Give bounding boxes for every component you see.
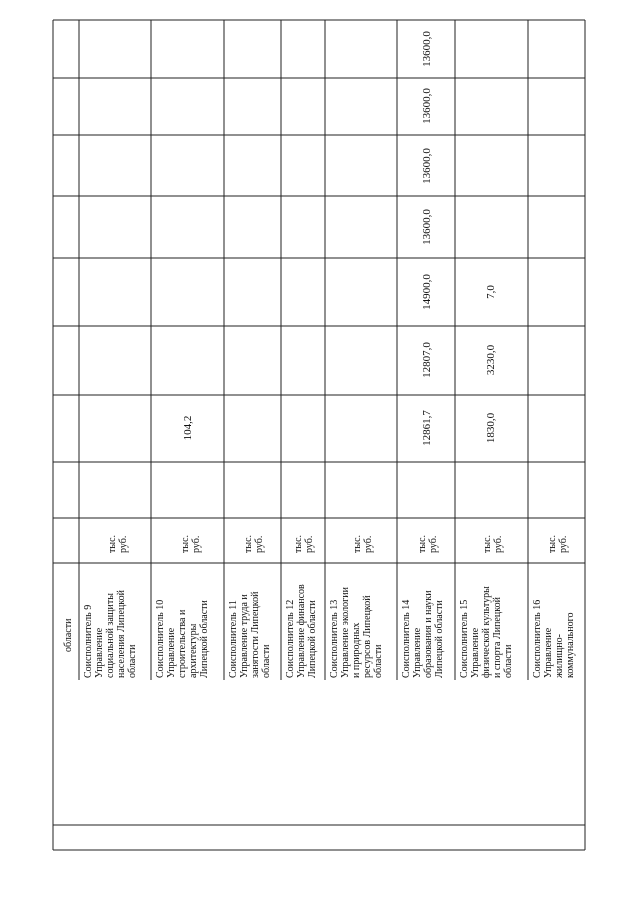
unit-11: тыс. руб. (243, 534, 265, 553)
unit-10: тыс. руб. (180, 534, 202, 553)
row-label-11: Соисполнитель 11 Управление труда и занятости Липецкой области (228, 591, 272, 678)
value-cell: 1830,0 (485, 412, 497, 444)
unit-15: тыс. руб. (482, 534, 504, 553)
value-cell: 13600,0 (421, 31, 433, 67)
value-cell: 13600,0 (421, 148, 433, 184)
row-label-16: Соисполнитель 16 Управление жилищно- коммунального (532, 599, 576, 678)
row-label-10: Соисполнитель 10 Управление строительства и архитектуры Липецкой области (155, 599, 210, 678)
top-row-label: области (63, 618, 74, 652)
unit-9: тыс. руб. (107, 534, 129, 553)
value-cell: 13600,0 (421, 209, 433, 245)
unit-16: тыс. руб. (547, 534, 569, 553)
value-cell: 7,0 (485, 285, 497, 299)
row-label-14: Соисполнитель 14 Управление образования и науки Липецкой области (401, 590, 445, 678)
value-cell: 12807,0 (421, 342, 433, 378)
row-label-9: Соисполнитель 9 Управление социальной защиты населения Липецкой области (83, 590, 138, 678)
value-cell: 13600,0 (421, 88, 433, 124)
unit-13: тыс. руб. (352, 534, 374, 553)
unit-14: тыс. руб. (417, 534, 439, 553)
row-label-12: Соисполнитель 12 Управление финансов Липецкой области (285, 584, 318, 678)
row-label-15: Соисполнитель 15 Управление физической культуры и спорта Липецкой области (459, 586, 514, 678)
value-cell: 14900,0 (421, 274, 433, 310)
value-cell: 12861,7 (421, 410, 433, 446)
value-cell: 104,2 (182, 415, 194, 441)
value-cell: 3230,0 (485, 344, 497, 376)
row-label-13: Соисполнитель 13 Управление экологии и природных ресурсов Липецкой области (329, 587, 384, 678)
unit-12: тыс. руб. (293, 534, 315, 553)
